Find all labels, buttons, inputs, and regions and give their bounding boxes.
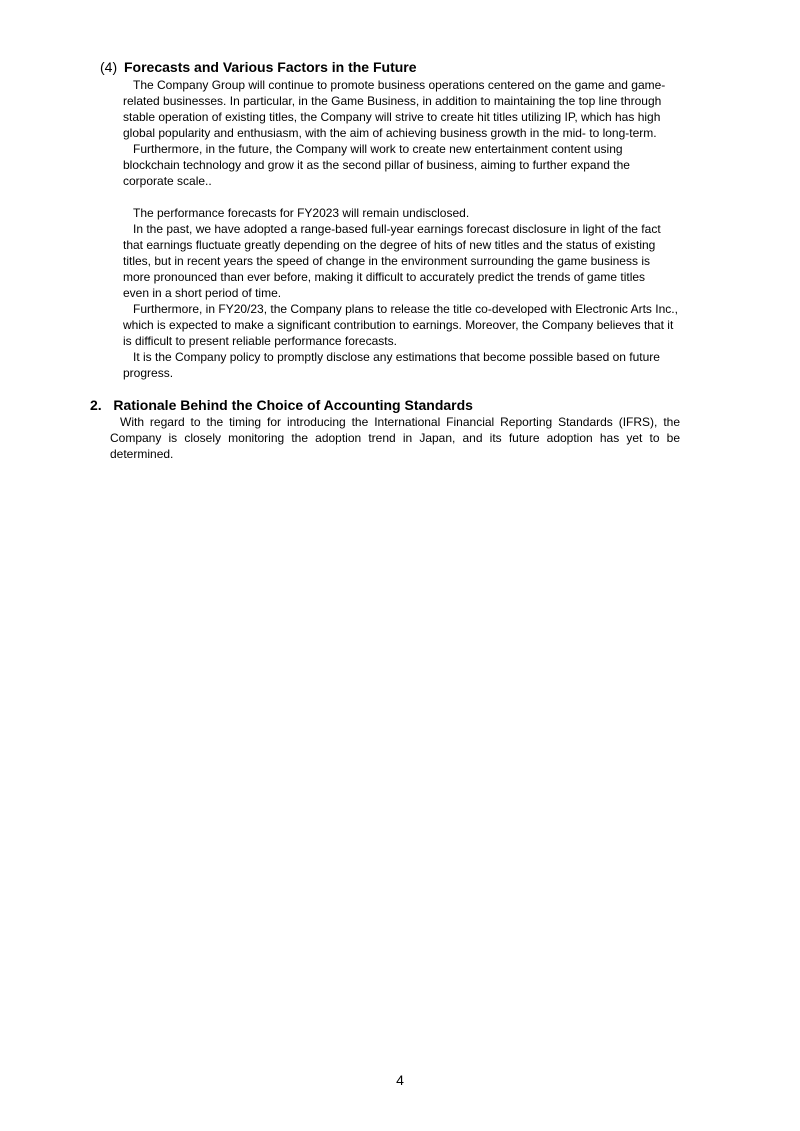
paragraph-line: Furthermore, in FY20/23, the Company plans to release the title co-developed with Electronic Arts Inc., xyxy=(133,302,678,316)
section-body-2 xyxy=(110,414,680,462)
paragraph-line: stable operation of existing titles, the Company will strive to create hit titles utilizing IP, which has high xyxy=(123,110,661,124)
paragraph-line: global popularity and enthusiasm, with the aim of achieving business growth in the mid- to long-term. xyxy=(123,126,657,140)
paragraph-line: blockchain technology and grow it as the second pillar of business, aiming to further expand the xyxy=(123,158,630,172)
paragraph-line: is difficult to present reliable performance forecasts. xyxy=(123,334,397,348)
paragraph-line: corporate scale.. xyxy=(123,174,212,188)
paragraph-line: more pronounced than ever before, making it difficult to accurately predict the trends of game titles xyxy=(123,270,646,284)
paragraph-line: With regard to the timing for introducing the International Financial Reporting Standards (IFRS), the xyxy=(120,415,680,429)
paragraph-line: The Company Group will continue to promote business operations centered on the game and game- xyxy=(133,78,666,92)
paragraph-line: titles, but in recent years the speed of change in the environment surrounding the game business is xyxy=(123,254,650,268)
paragraph-line: progress. xyxy=(123,366,174,380)
paragraph-line: In the past, we have adopted a range-based full-year earnings forecast disclosure in light of the fact xyxy=(133,222,661,236)
section-body xyxy=(123,77,678,381)
paragraph-line: related businesses. In particular, in the Game Business, in addition to maintaining the top line through xyxy=(123,94,662,108)
page-number: 4 xyxy=(396,1072,404,1088)
paragraph-line: that earnings fluctuate greatly depending on the degree of hits of new titles and the status of existing xyxy=(123,238,656,252)
section-number: (4) xyxy=(100,59,118,75)
section-heading-2: 2. Rationale Behind the Choice of Accounting Standards xyxy=(90,397,473,413)
paragraph-line: which is expected to make a significant contribution to earnings. Moreover, the Company believes that it xyxy=(123,318,674,332)
paragraph-line: even in a short period of time. xyxy=(123,286,282,300)
paragraph-line: It is the Company policy to promptly disclose any estimations that become possible based on future xyxy=(133,350,660,364)
paragraph-line: The performance forecasts for FY2023 will remain undisclosed. xyxy=(133,206,470,220)
section-heading: Forecasts and Various Factors in the Future xyxy=(124,59,417,75)
paragraph-line: Company is closely monitoring the adoption trend in Japan, and its future adoption has yet to be xyxy=(110,431,680,445)
paragraph-line: determined. xyxy=(110,447,174,461)
paragraph-line: Furthermore, in the future, the Company will work to create new entertainment content using xyxy=(133,142,623,156)
